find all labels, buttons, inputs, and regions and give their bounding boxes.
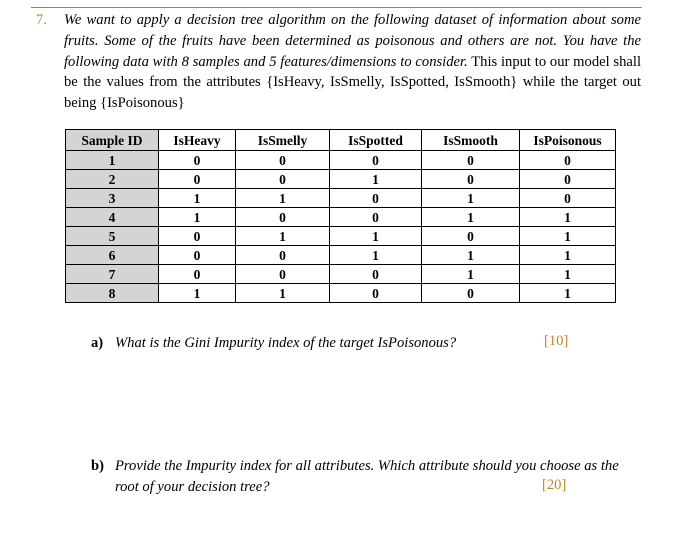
table-row: [66, 151, 616, 170]
table-cell: 1: [330, 170, 422, 189]
header-isspotted: IsSpotted: [330, 130, 422, 151]
table-cell: 0: [159, 246, 236, 265]
table-cell: 0: [159, 265, 236, 284]
table-cell: 6: [66, 246, 159, 265]
table-cell: 1: [422, 208, 520, 227]
table-cell: 0: [520, 151, 616, 170]
table-cell: 8: [66, 284, 159, 303]
table-cell: 1: [520, 284, 616, 303]
part-b-text: Provide the Impurity index for all attributes. Which attribute should you choose as the root of your decision tree?: [115, 458, 619, 495]
question-intro-italic: We want to apply a decision tree algorithm on the following dataset of information about some fruits. Some of the fruits have been determined as poisonous and others are not. You have the following data with 8 samples and 5 features/dimensions to consider.: [64, 12, 641, 70]
table-cell: 1: [422, 246, 520, 265]
header-sample-id: Sample ID: [66, 130, 159, 151]
table-cell: 1: [330, 246, 422, 265]
table-cell: 0: [422, 227, 520, 246]
table-cell: 0: [236, 246, 330, 265]
table-row: [66, 284, 616, 303]
table-cell: 0: [236, 265, 330, 284]
part-b-points: [20]: [542, 477, 567, 493]
fruit-data-table: [65, 129, 616, 303]
table-row: [66, 246, 616, 265]
top-rule: [31, 7, 642, 8]
table-cell: 1: [236, 227, 330, 246]
header-issmelly: IsSmelly: [236, 130, 330, 151]
table-cell: 0: [422, 151, 520, 170]
table-cell: 4: [66, 208, 159, 227]
table-cell: 0: [330, 284, 422, 303]
table-cell: 0: [330, 189, 422, 208]
table-cell: 1: [236, 284, 330, 303]
part-b-label: b): [91, 458, 104, 474]
part-a-points: [10]: [544, 333, 569, 349]
table-cell: 1: [520, 246, 616, 265]
part-a-label: a): [91, 335, 104, 351]
table-header-row: [66, 130, 616, 151]
part-a: [91, 333, 511, 354]
question-block: [37, 10, 641, 114]
table-body: [66, 151, 616, 303]
table-cell: 0: [520, 189, 616, 208]
table-row: [66, 265, 616, 284]
table-cell: 0: [330, 265, 422, 284]
table-cell: 0: [422, 284, 520, 303]
table-row: [66, 170, 616, 189]
header-ispoisonous: IsPoisonous: [520, 130, 616, 151]
table-cell: 0: [236, 208, 330, 227]
table-cell: 1: [422, 265, 520, 284]
question-text: [37, 10, 641, 114]
table-cell: 0: [422, 170, 520, 189]
part-a-text: What is the Gini Impurity index of the target IsPoisonous?: [115, 335, 457, 351]
table-cell: 0: [236, 170, 330, 189]
table-cell: 0: [159, 151, 236, 170]
table-cell: 0: [159, 170, 236, 189]
table-cell: 1: [159, 208, 236, 227]
table-cell: 5: [66, 227, 159, 246]
header-issmooth: IsSmooth: [422, 130, 520, 151]
table-cell: 1: [66, 151, 159, 170]
table-cell: 1: [520, 227, 616, 246]
table-cell: 7: [66, 265, 159, 284]
table-row: [66, 189, 616, 208]
table-cell: 1: [520, 265, 616, 284]
table-row: [66, 208, 616, 227]
table-cell: 2: [66, 170, 159, 189]
table-cell: 0: [520, 170, 616, 189]
table-cell: 3: [66, 189, 159, 208]
table-cell: 1: [330, 227, 422, 246]
table-cell: 1: [236, 189, 330, 208]
table-cell: 1: [422, 189, 520, 208]
table-row: [66, 227, 616, 246]
question-number: 7.: [36, 12, 47, 28]
table-cell: 0: [236, 151, 330, 170]
table-cell: 0: [330, 208, 422, 227]
question-intro-plain: This input to our model shall be the values from the attributes {IsHeavy, IsSmelly, IsSpotted, IsSmooth} while the target out being {IsPoisonous}: [64, 53, 641, 112]
header-isheavy: IsHeavy: [159, 130, 236, 151]
table-cell: 0: [330, 151, 422, 170]
table-cell: 1: [159, 189, 236, 208]
table-cell: 1: [520, 208, 616, 227]
table-cell: 1: [159, 284, 236, 303]
table-cell: 0: [159, 227, 236, 246]
